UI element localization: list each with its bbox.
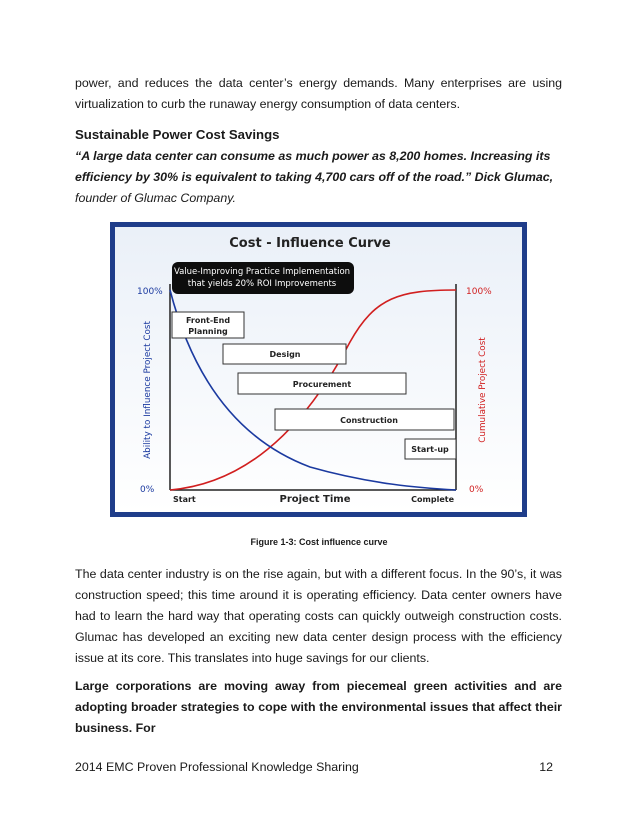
phase-front-end-line-1: Front-End <box>185 316 231 325</box>
body-paragraph-1: power, and reduces the data center’s energy demands. Many enterprises are using virtualization to curb the runaway energy consumption of data centers. <box>75 76 562 111</box>
right-top-label: 100% <box>466 287 492 297</box>
section-heading: Sustainable Power Cost Savings <box>75 127 280 142</box>
x-start-label: Start <box>173 495 196 504</box>
body-paragraph-3: Large corporations are moving away from piecemeal green activities and are adopting broader strategies to cope with the environmental issues that affect their business. For <box>75 679 562 735</box>
phase-front-end-line-2: Planning <box>188 327 228 336</box>
quote-attribution: founder of Glumac Company. <box>75 191 236 205</box>
right-bottom-label: 0% <box>469 485 484 495</box>
phase-design-label: Design <box>269 350 301 359</box>
left-bottom-label: 0% <box>140 485 155 495</box>
phase-construction-label: Construction <box>340 416 398 425</box>
left-top-label: 100% <box>137 287 163 297</box>
body-paragraph-2: The data center industry is on the rise again, but with a different focus. In the 90’s, it was construction speed; this time around it is operating efficiency. Data center owners have had to learn the hard way that operating costs can quickly outweigh construction costs. Glumac has developed an exciting new data center design process with the efficiency issue at its core. This translates into huge savings for our clients. <box>75 567 562 665</box>
phase-startup-label: Start-up <box>411 445 449 454</box>
page-number: 12 <box>539 760 553 774</box>
figure-caption: Figure 1-3: Cost influence curve <box>250 537 388 547</box>
x-axis-title: Project Time <box>279 494 351 505</box>
left-axis-title: Ability to Influence Project Cost <box>143 321 153 459</box>
callout-line-2: that yields 20% ROI Improvements <box>187 279 337 289</box>
right-axis-title: Cumulative Project Cost <box>478 337 488 443</box>
quote-paragraph <box>75 146 565 209</box>
callout-line-1: Value-Improving Practice Implementation <box>173 267 351 277</box>
phase-procurement-label: Procurement <box>292 380 352 389</box>
footer-text: 2014 EMC Proven Professional Knowledge Sharing <box>75 760 359 774</box>
cost-influence-figure <box>110 222 527 517</box>
figure-title: Cost - Influence Curve <box>229 236 391 251</box>
quote-text: “A large data center can consume as much power as 8,200 homes. Increasing its efficiency by 30% is equivalent to taking 4,700 cars off of the road.” Dick Glumac, <box>75 149 554 184</box>
x-complete-label: Complete <box>411 495 454 504</box>
